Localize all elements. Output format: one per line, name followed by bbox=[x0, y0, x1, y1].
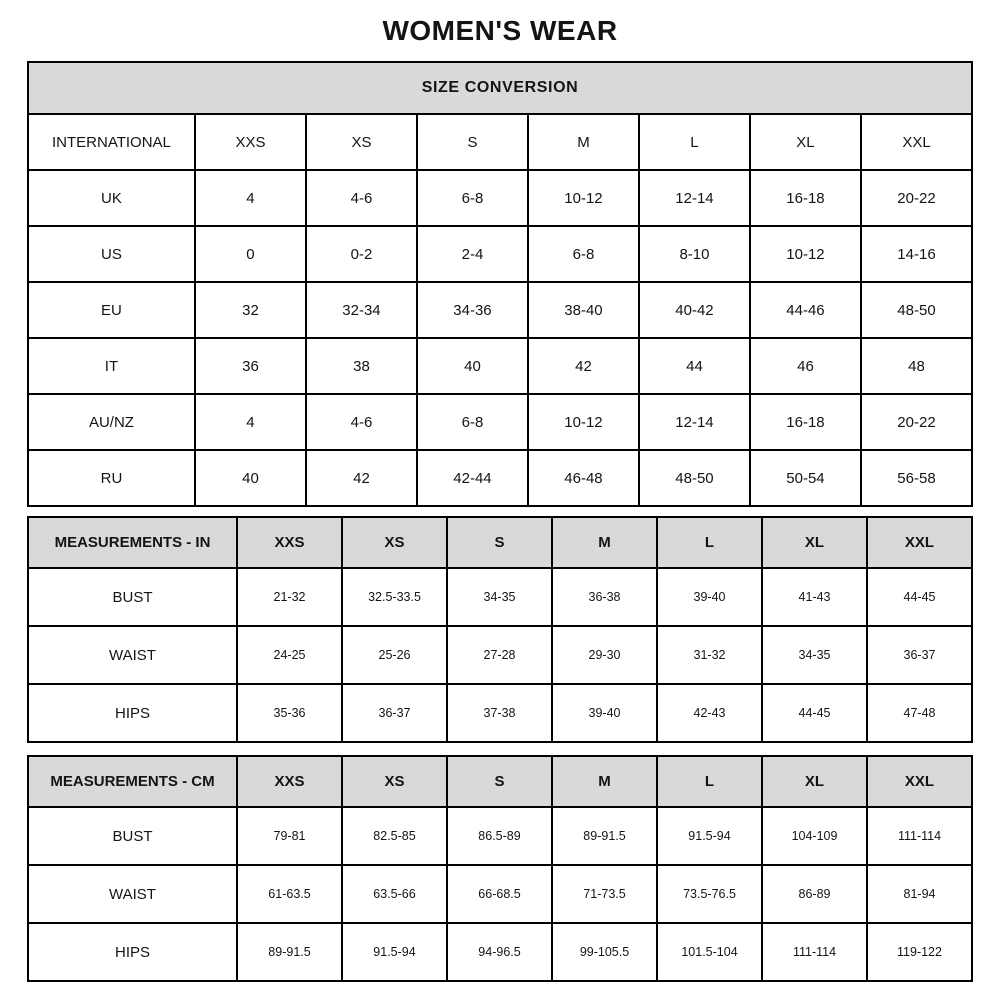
cell: 10-12 bbox=[750, 226, 861, 282]
cell: 81-94 bbox=[867, 865, 972, 923]
col-header-s: S bbox=[447, 517, 552, 568]
row-label: WAIST bbox=[28, 865, 237, 923]
col-header-l: L bbox=[657, 756, 762, 807]
cell: 38 bbox=[306, 338, 417, 394]
col-header-xs: XS bbox=[342, 517, 447, 568]
cell: 41-43 bbox=[762, 568, 867, 626]
cell: 34-36 bbox=[417, 282, 528, 338]
col-header-s: S bbox=[417, 114, 528, 170]
col-header-s: S bbox=[447, 756, 552, 807]
cell: 32.5-33.5 bbox=[342, 568, 447, 626]
cell: 71-73.5 bbox=[552, 865, 657, 923]
col-header-xxs: XXS bbox=[237, 517, 342, 568]
cell: 39-40 bbox=[657, 568, 762, 626]
cell: 50-54 bbox=[750, 450, 861, 506]
cell: 91.5-94 bbox=[342, 923, 447, 981]
cell: 91.5-94 bbox=[657, 807, 762, 865]
cell: 63.5-66 bbox=[342, 865, 447, 923]
cell: 10-12 bbox=[528, 394, 639, 450]
col-header-m: M bbox=[552, 517, 657, 568]
cell: 6-8 bbox=[528, 226, 639, 282]
cell: 10-12 bbox=[528, 170, 639, 226]
col-header-xxl: XXL bbox=[867, 756, 972, 807]
cell: 36-37 bbox=[342, 684, 447, 742]
cell: 12-14 bbox=[639, 394, 750, 450]
table-row-waist bbox=[28, 626, 972, 684]
cell: 40 bbox=[417, 338, 528, 394]
table-row-hips bbox=[28, 684, 972, 742]
cell: 73.5-76.5 bbox=[657, 865, 762, 923]
page-title: WOMEN'S WEAR bbox=[382, 15, 618, 46]
col-header-xl: XL bbox=[762, 517, 867, 568]
table-row-eu bbox=[28, 282, 972, 338]
col-header-l: L bbox=[639, 114, 750, 170]
cell: 36 bbox=[195, 338, 306, 394]
table-row-ru bbox=[28, 450, 972, 506]
measurements-cm-table bbox=[27, 755, 973, 982]
cell: 40-42 bbox=[639, 282, 750, 338]
cell: 79-81 bbox=[237, 807, 342, 865]
row-label: US bbox=[28, 226, 195, 282]
cell: 86.5-89 bbox=[447, 807, 552, 865]
col-header-xxl: XXL bbox=[861, 114, 972, 170]
cell: 32 bbox=[195, 282, 306, 338]
measurements-cm-header-row bbox=[28, 756, 972, 807]
cell: 111-114 bbox=[867, 807, 972, 865]
cell: 4 bbox=[195, 394, 306, 450]
cell: 44-45 bbox=[762, 684, 867, 742]
cell: 44-46 bbox=[750, 282, 861, 338]
cell: 61-63.5 bbox=[237, 865, 342, 923]
cell: 4-6 bbox=[306, 394, 417, 450]
table-row-uk bbox=[28, 170, 972, 226]
cell: 119-122 bbox=[867, 923, 972, 981]
col-header-xl: XL bbox=[750, 114, 861, 170]
cell: 4-6 bbox=[306, 170, 417, 226]
col-header-m: M bbox=[528, 114, 639, 170]
cell: 56-58 bbox=[861, 450, 972, 506]
cell: 39-40 bbox=[552, 684, 657, 742]
row-label: AU/NZ bbox=[28, 394, 195, 450]
row-label-measurements-in: MEASUREMENTS - IN bbox=[28, 517, 237, 568]
cell: 89-91.5 bbox=[237, 923, 342, 981]
cell: 2-4 bbox=[417, 226, 528, 282]
cell: 42-44 bbox=[417, 450, 528, 506]
size-conversion-header: SIZE CONVERSION bbox=[28, 62, 972, 114]
cell: 16-18 bbox=[750, 394, 861, 450]
cell: 111-114 bbox=[762, 923, 867, 981]
cell: 46 bbox=[750, 338, 861, 394]
table-row-bust bbox=[28, 807, 972, 865]
cell: 38-40 bbox=[528, 282, 639, 338]
cell: 40 bbox=[195, 450, 306, 506]
row-label: BUST bbox=[28, 568, 237, 626]
cell: 20-22 bbox=[861, 394, 972, 450]
cell: 99-105.5 bbox=[552, 923, 657, 981]
cell: 94-96.5 bbox=[447, 923, 552, 981]
table-caption-row bbox=[28, 62, 972, 114]
col-header-xl: XL bbox=[762, 756, 867, 807]
cell: 29-30 bbox=[552, 626, 657, 684]
cell: 32-34 bbox=[306, 282, 417, 338]
cell: 36-37 bbox=[867, 626, 972, 684]
row-label: EU bbox=[28, 282, 195, 338]
cell: 27-28 bbox=[447, 626, 552, 684]
cell: 37-38 bbox=[447, 684, 552, 742]
cell: 47-48 bbox=[867, 684, 972, 742]
cell: 0 bbox=[195, 226, 306, 282]
cell: 36-38 bbox=[552, 568, 657, 626]
row-label-measurements-cm: MEASUREMENTS - CM bbox=[28, 756, 237, 807]
cell: 6-8 bbox=[417, 394, 528, 450]
measurements-in-header-row bbox=[28, 517, 972, 568]
cell: 8-10 bbox=[639, 226, 750, 282]
cell: 20-22 bbox=[861, 170, 972, 226]
row-label: RU bbox=[28, 450, 195, 506]
cell: 48-50 bbox=[639, 450, 750, 506]
table-row-aunz bbox=[28, 394, 972, 450]
cell: 35-36 bbox=[237, 684, 342, 742]
col-header-xxl: XXL bbox=[867, 517, 972, 568]
cell: 42 bbox=[528, 338, 639, 394]
cell: 46-48 bbox=[528, 450, 639, 506]
cell: 101.5-104 bbox=[657, 923, 762, 981]
cell: 25-26 bbox=[342, 626, 447, 684]
row-label: BUST bbox=[28, 807, 237, 865]
table-row-bust bbox=[28, 568, 972, 626]
cell: 24-25 bbox=[237, 626, 342, 684]
col-header-l: L bbox=[657, 517, 762, 568]
table-row-waist bbox=[28, 865, 972, 923]
cell: 6-8 bbox=[417, 170, 528, 226]
row-label: UK bbox=[28, 170, 195, 226]
measurements-in-table bbox=[27, 516, 973, 743]
row-label: HIPS bbox=[28, 684, 237, 742]
cell: 34-35 bbox=[762, 626, 867, 684]
col-header-xs: XS bbox=[342, 756, 447, 807]
cell: 44 bbox=[639, 338, 750, 394]
table-row-us bbox=[28, 226, 972, 282]
cell: 86-89 bbox=[762, 865, 867, 923]
cell: 48-50 bbox=[861, 282, 972, 338]
cell: 31-32 bbox=[657, 626, 762, 684]
col-header-xxs: XXS bbox=[237, 756, 342, 807]
table-row-it bbox=[28, 338, 972, 394]
cell: 16-18 bbox=[750, 170, 861, 226]
row-label: IT bbox=[28, 338, 195, 394]
table-row-hips bbox=[28, 923, 972, 981]
cell: 44-45 bbox=[867, 568, 972, 626]
col-header-xs: XS bbox=[306, 114, 417, 170]
cell: 0-2 bbox=[306, 226, 417, 282]
cell: 14-16 bbox=[861, 226, 972, 282]
row-label-international: INTERNATIONAL bbox=[28, 114, 195, 170]
cell: 48 bbox=[861, 338, 972, 394]
cell: 42 bbox=[306, 450, 417, 506]
row-label: WAIST bbox=[28, 626, 237, 684]
col-header-xxs: XXS bbox=[195, 114, 306, 170]
cell: 42-43 bbox=[657, 684, 762, 742]
cell: 21-32 bbox=[237, 568, 342, 626]
cell: 34-35 bbox=[447, 568, 552, 626]
cell: 82.5-85 bbox=[342, 807, 447, 865]
row-label: HIPS bbox=[28, 923, 237, 981]
cell: 104-109 bbox=[762, 807, 867, 865]
size-header-row bbox=[28, 114, 972, 170]
cell: 4 bbox=[195, 170, 306, 226]
cell: 66-68.5 bbox=[447, 865, 552, 923]
cell: 12-14 bbox=[639, 170, 750, 226]
size-conversion-table bbox=[27, 61, 973, 507]
col-header-m: M bbox=[552, 756, 657, 807]
cell: 89-91.5 bbox=[552, 807, 657, 865]
